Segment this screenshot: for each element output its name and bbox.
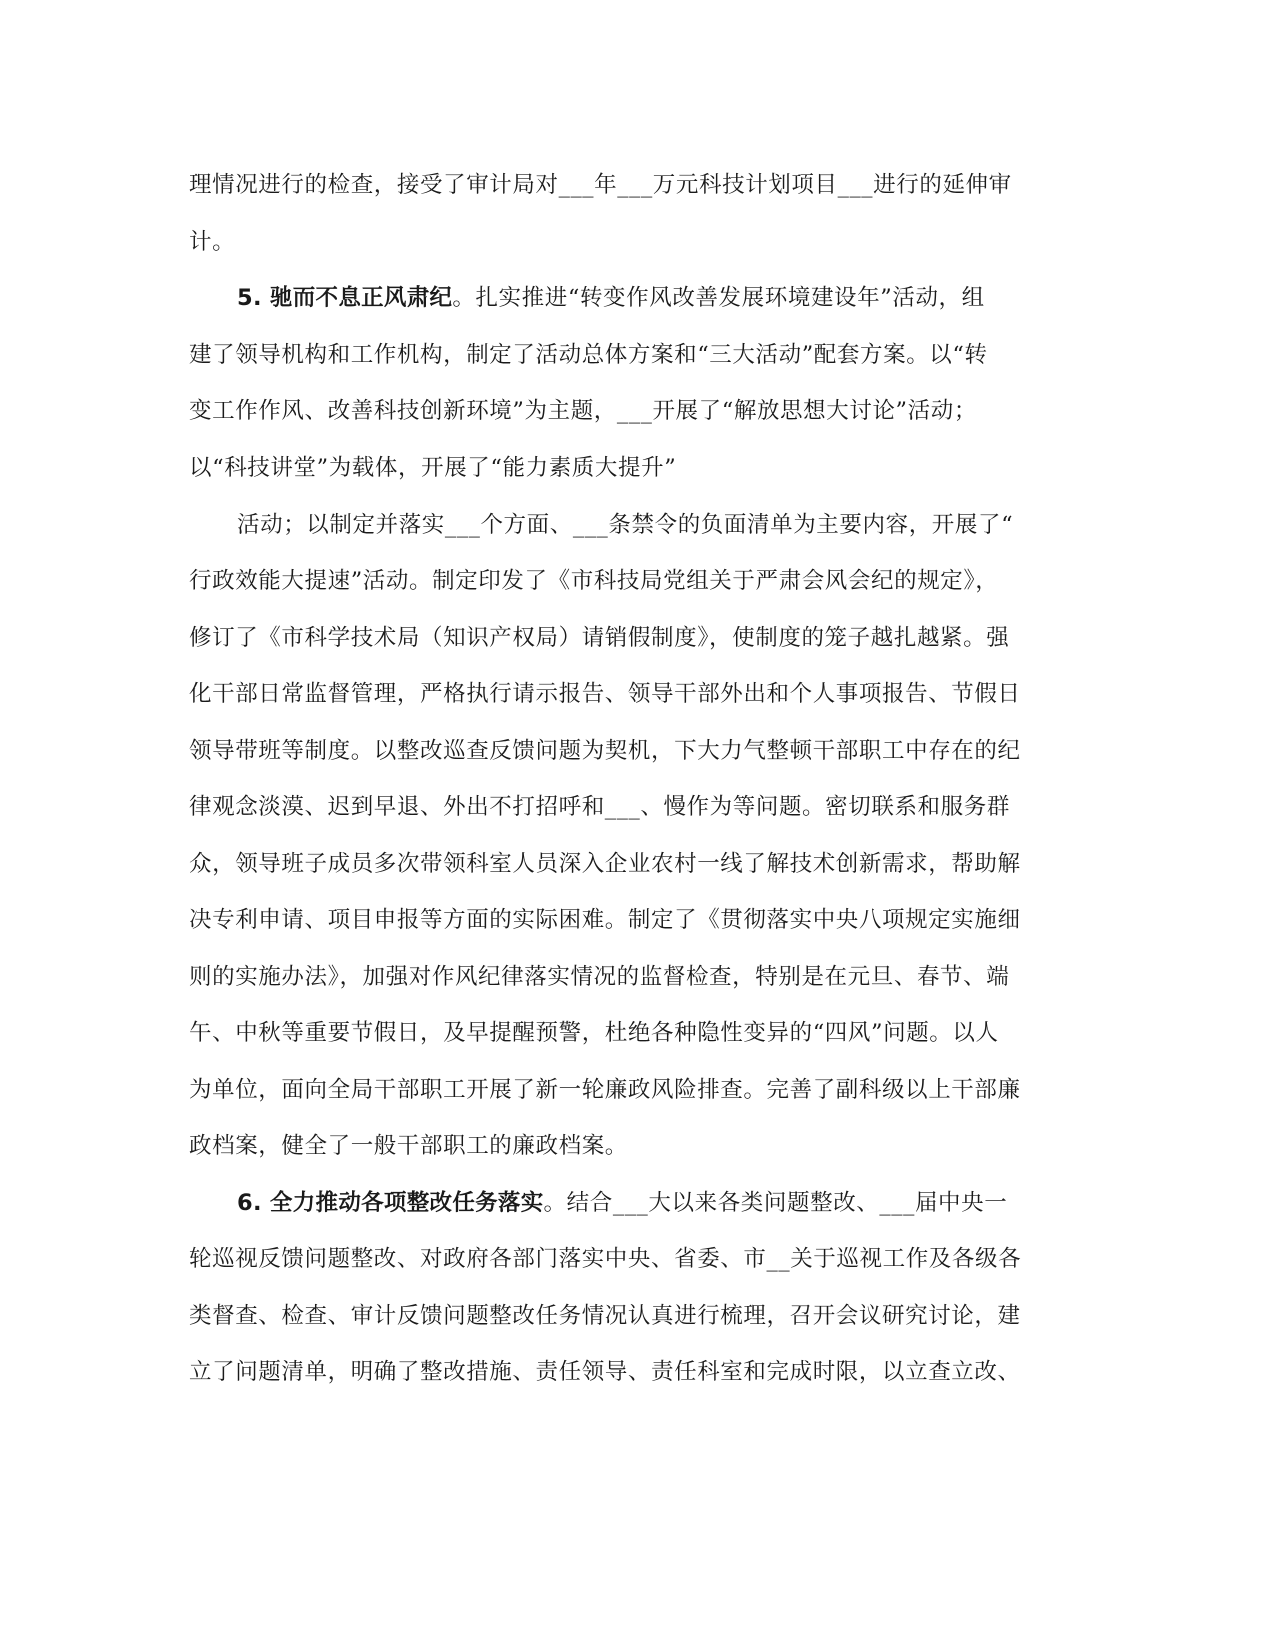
section-6-heading: 6. 全力推动各项整改任务落实 bbox=[237, 1190, 544, 1216]
text-line: 立了问题清单，明确了整改措施、责任领导、责任科室和完成时限，以立查立改、 bbox=[189, 1359, 1021, 1385]
text-line: 行政效能大提速”活动。制定印发了《市科技局党组关于严肃会风会纪的规定》， bbox=[189, 568, 999, 594]
text-run: 。扎实推进“转变作风改善发展环境建设年”活动，组 bbox=[452, 285, 985, 311]
text-line: 计。 bbox=[189, 229, 236, 255]
text-line: 修订了《市科学技术局（知识产权局）请销假制度》，使制度的笼子越扎越紧。强 bbox=[189, 625, 1010, 651]
text-line: 午、中秋等重要节假日，及早提醒预警，杜绝各种隐性变异的“四风”问题。以人 bbox=[189, 1020, 999, 1046]
text-line: 为单位，面向全局干部职工开展了新一轮廉政风险排查。完善了副科级以上干部廉 bbox=[189, 1077, 1021, 1103]
text-line: 化干部日常监督管理，严格执行请示报告、领导干部外出和个人事项报告、节假日 bbox=[189, 681, 1021, 707]
text-line: 轮巡视反馈问题整改、对政府各部门落实中央、省委、市__关于巡视工作及各级各 bbox=[189, 1246, 1022, 1272]
text-line: 决专利申请、项目申报等方面的实际困难。制定了《贯彻落实中央八项规定实施细 bbox=[189, 907, 1021, 933]
text-line: 则的实施办法》，加强对作风纪律落实情况的监督检查，特别是在元旦、春节、端 bbox=[189, 964, 1010, 990]
text-line: 众，领导班子成员多次带领科室人员深入企业农村一线了解技术创新需求，帮助解 bbox=[189, 851, 1021, 877]
text-line: 以“科技讲堂”为载体，开展了“能力素质大提升” bbox=[189, 455, 677, 481]
text-line: 领导带班等制度。以整改巡查反馈问题为契机，下大力气整顿干部职工中存在的纪 bbox=[189, 738, 1021, 764]
text-line: 类督查、检查、审计反馈问题整改任务情况认真进行梳理，召开会议研究讨论，建 bbox=[189, 1303, 1021, 1329]
text-line: 律观念淡漠、迟到早退、外出不打招呼和___、慢作为等问题。密切联系和服务群 bbox=[189, 794, 1010, 820]
text-line: 政档案，健全了一般干部职工的廉政档案。 bbox=[189, 1133, 628, 1159]
text-run: 。结合___大以来各类问题整改、___届中央一 bbox=[543, 1190, 1008, 1216]
section-5-heading: 5. 驰而不息正风肃纪 bbox=[237, 285, 453, 311]
text-line: 建了领导机构和工作机构，制定了活动总体方案和“三大活动”配套方案。以“转 bbox=[189, 342, 988, 368]
text-line: 变工作作风、改善科技创新环境”为主题，___开展了“解放思想大讨论”活动； bbox=[189, 398, 977, 424]
section-5-paragraph-start bbox=[237, 283, 985, 313]
section-6-paragraph-start bbox=[237, 1188, 1007, 1218]
text-line: 活动；以制定并落实___个方面、___条禁令的负面清单为主要内容，开展了“ bbox=[237, 512, 1014, 538]
text-line: 理情况进行的检查，接受了审计局对___年___万元科技计划项目___进行的延伸审 bbox=[189, 172, 1012, 198]
